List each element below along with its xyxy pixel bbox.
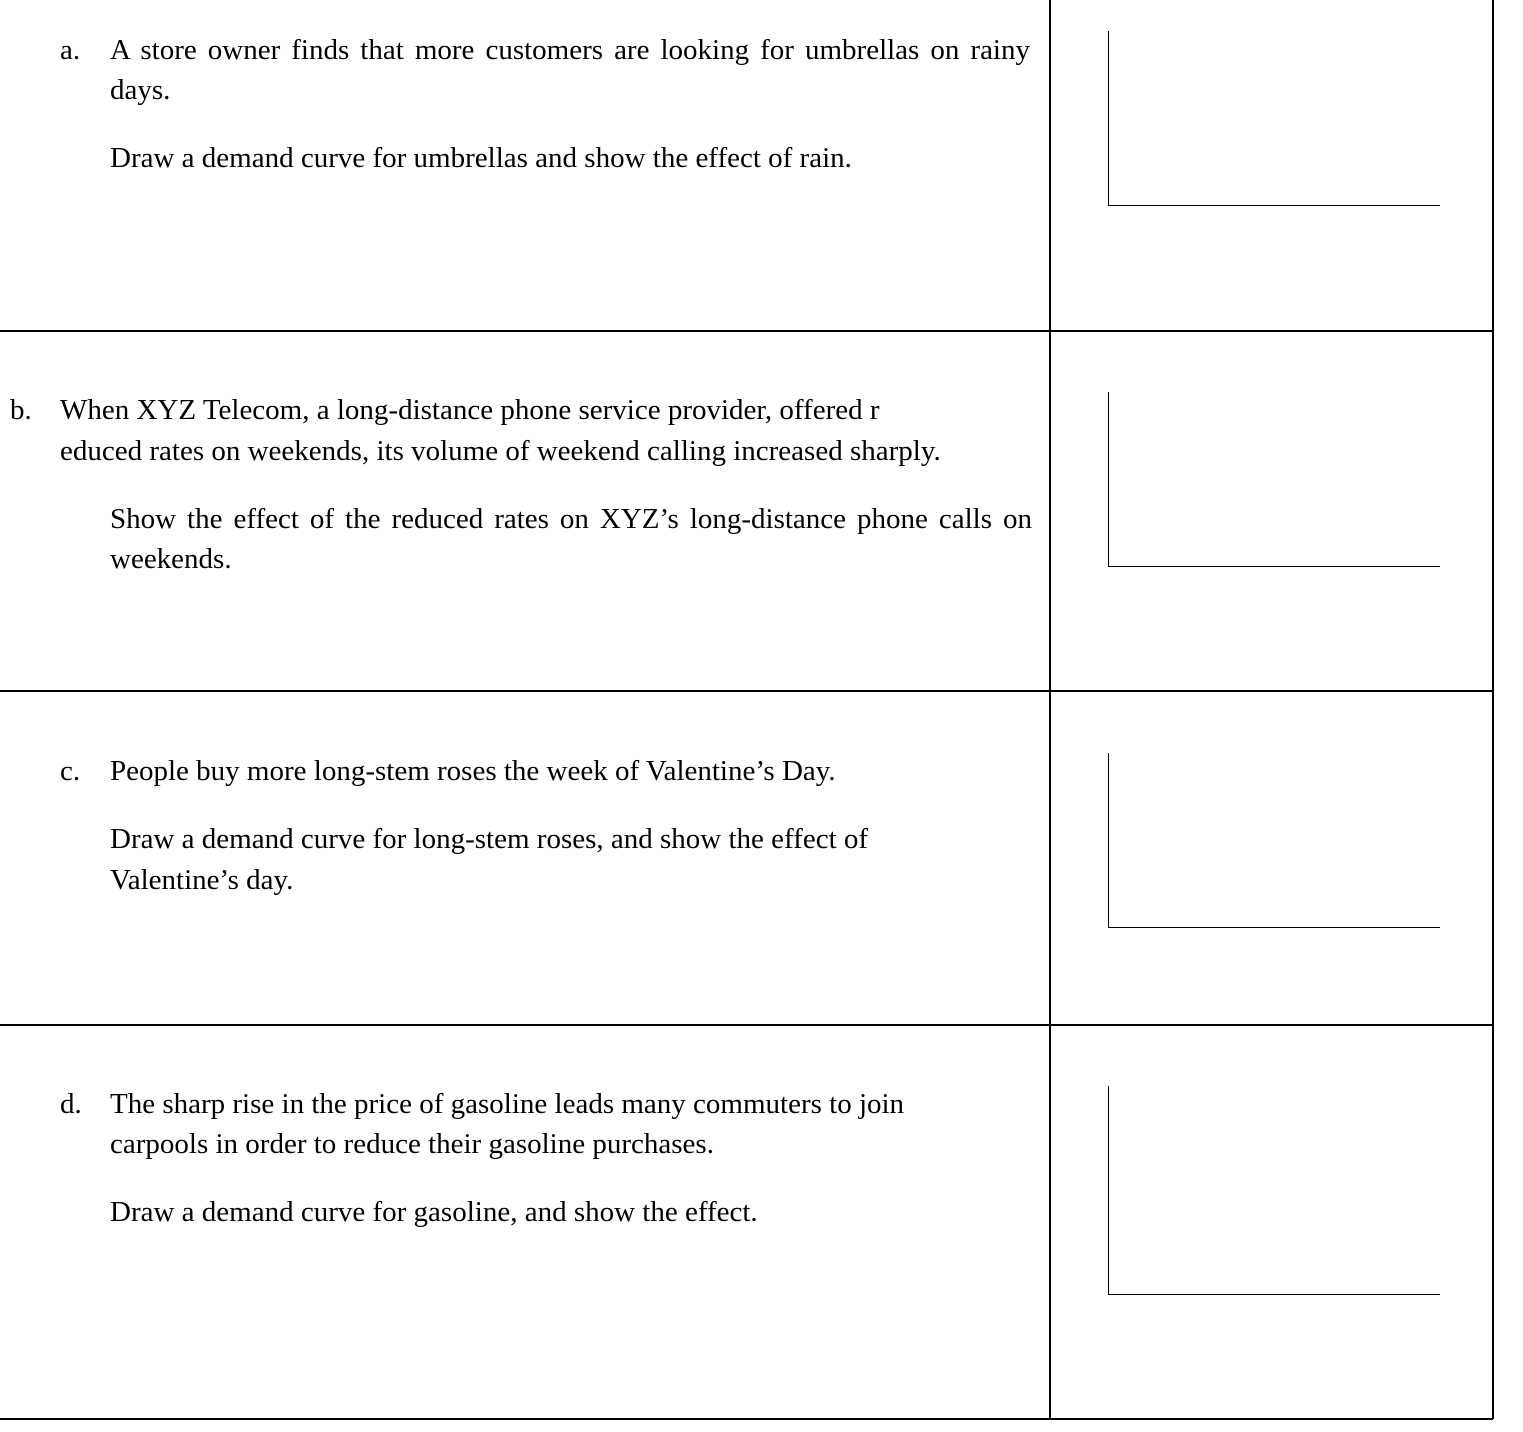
question-letter: a. (60, 34, 81, 66)
question-text-line: educed rates on weekends, its volume of weekend calling increased sharply. (60, 435, 941, 467)
question-text-line: The sharp rise in the price of gasoline leads many commuters to join (110, 1088, 905, 1120)
instruction-line: Draw a demand curve for umbrellas and show the effect of rain. (110, 142, 852, 174)
table-right-border (1492, 0, 1494, 1419)
instruction-line: Draw a demand curve for gasoline, and show the effect. (110, 1196, 758, 1228)
question-text-line: carpools in order to reduce their gasoline purchases. (110, 1128, 714, 1160)
row-divider (0, 690, 1493, 692)
table-bottom-border (0, 1418, 1493, 1420)
question-letter: c. (60, 755, 81, 787)
question-letter: d. (60, 1088, 82, 1120)
graph-axes-d[interactable] (1108, 1086, 1440, 1295)
question-letter: b. (10, 394, 32, 426)
instruction-line: weekends. (110, 543, 232, 575)
row-divider (0, 330, 1493, 332)
question-text-line: A store owner finds that more customers are looking for umbrellas on rainy (110, 34, 1030, 66)
instruction-line: Valentine’s day. (110, 864, 294, 896)
column-divider (1049, 0, 1051, 1419)
question-text-line: days. (110, 74, 171, 106)
instruction-line: Show the effect of the reduced rates on XYZ’s long-distance phone calls on (110, 503, 1032, 535)
graph-axes-c[interactable] (1108, 753, 1440, 928)
graph-axes-a[interactable] (1108, 31, 1440, 206)
question-text-line: When XYZ Telecom, a long-distance phone service provider, offered r (60, 394, 880, 426)
graph-axes-b[interactable] (1108, 392, 1440, 567)
question-text-line: People buy more long-stem roses the week of Valentine’s Day. (110, 755, 836, 787)
instruction-line: Draw a demand curve for long-stem roses, and show the effect of (110, 823, 869, 855)
row-divider (0, 1024, 1493, 1026)
